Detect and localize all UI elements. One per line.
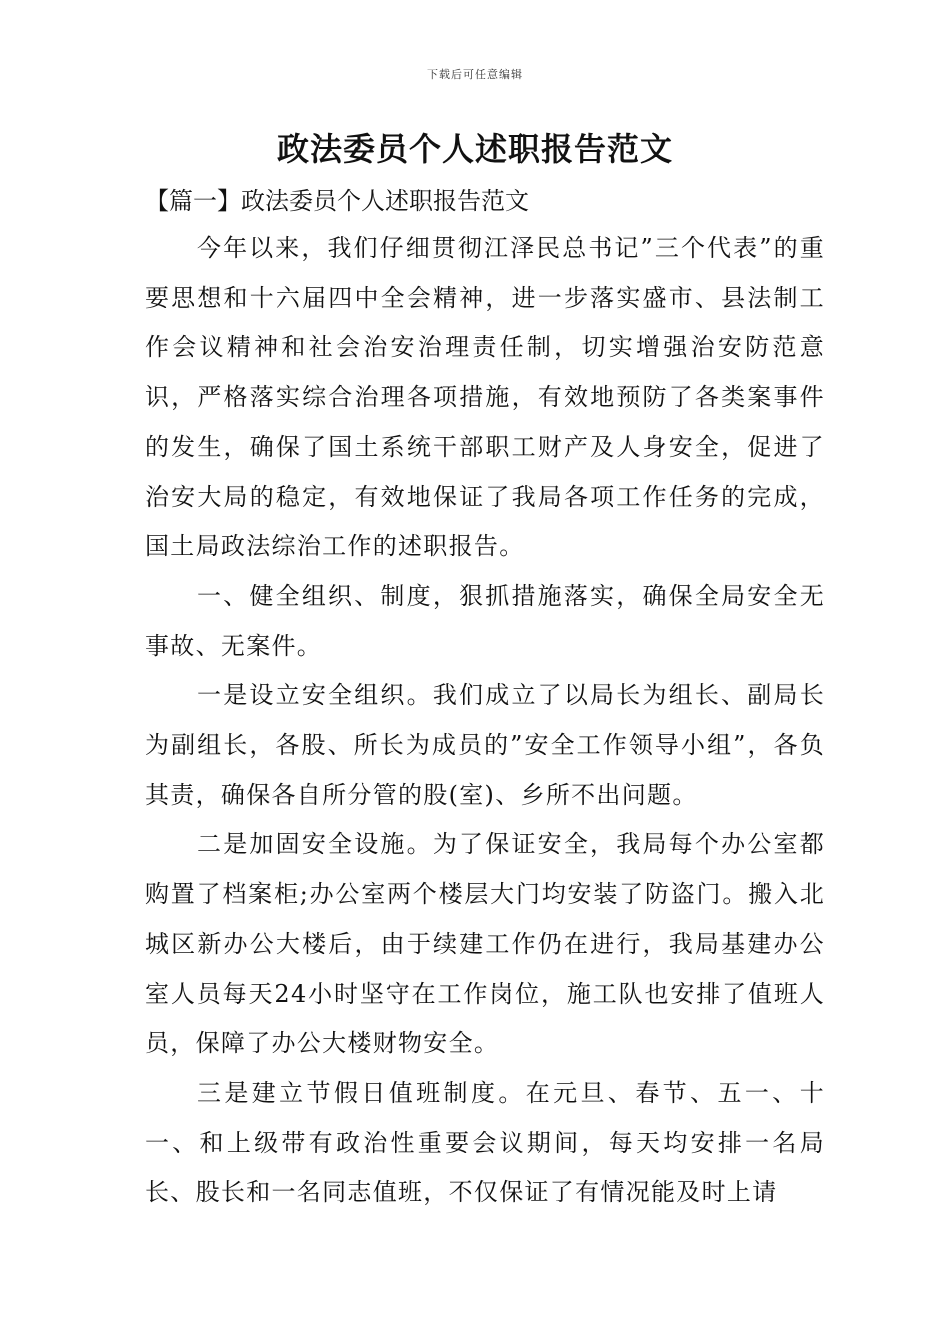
header-note: 下载后可任意编辑 [427,68,523,81]
paragraph: 一、健全组织、制度，狠抓措施落实，确保全局安全无事故、无案件。 [145,581,825,660]
document-title: 政法委员个人述职报告范文 [276,130,673,168]
paragraph: 三是建立节假日值班制度。在元旦、春节、五一、十一、和上级带有政治性重要会议期间，每天均安排一名局长、股长和一名同志值班，不仅保证了有情况能及时上请 [145,1078,825,1207]
paragraph: 一是设立安全组织。我们成立了以局长为组长、副局长为副组长，各股、所长为成员的”安全工作领导小组”，各负其责，确保各自所分管的股(室)、乡所不出问题。 [145,681,825,809]
paragraph: 二是加固安全设施。为了保证安全，我局每个办公室都购置了档案柜;办公室两个楼层大门均安装了防盗门。搬入北城区新办公大楼后，由于续建工作仍在进行，我局基建办公室人员每天24小时坚守在工作岗位，施工队也安排了值班人员，保障了办公大楼财物安全。 [145,830,825,1058]
document-body [145,224,825,1218]
paragraph: 今年以来，我们仔细贯彻江泽民总书记”三个代表”的重要思想和十六届四中全会精神，进一步落实盛市、县法制工作会议精神和社会治安治理责任制，切实增强治安防范意识，严格落实综合治理各项措施，有效地预防了各类案事件的发生，确保了国土系统干部职工财产及人身安全，促进了治安大局的稳定，有效地保证了我局各项工作任务的完成，国土局政法综治工作的述职报告。 [145,234,825,561]
section-heading: 【篇一】政法委员个人述职报告范文 [145,187,529,215]
